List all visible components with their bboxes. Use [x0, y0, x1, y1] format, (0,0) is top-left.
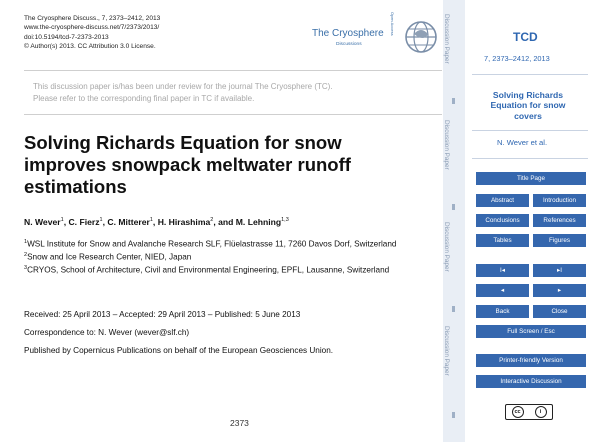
panel-divider: [472, 130, 588, 131]
author-sep: ,: [152, 217, 158, 227]
page-number: 2373: [230, 418, 249, 428]
next-page-button[interactable]: ▸: [533, 284, 586, 297]
title-line-3: estimations: [24, 176, 127, 197]
author: N. Wever: [24, 217, 61, 227]
review-notice-line1: This discussion paper is/has been under review for the journal The Cryosphere (TC).: [33, 82, 333, 91]
author-aff: 1: [149, 217, 153, 224]
tables-button[interactable]: Tables: [476, 234, 529, 247]
affiliation: [24, 237, 434, 250]
author: M. Lehning: [235, 217, 282, 227]
globe-logo-icon: [404, 20, 438, 54]
cc-icon: cc: [512, 406, 524, 418]
title-line-1: Solving Richards Equation for snow: [24, 132, 342, 153]
last-page-button[interactable]: ▸I: [533, 264, 586, 277]
strip-label: Discussion Paper: [443, 222, 450, 272]
affiliation-text: Snow and Ice Research Center, NIED, Japan: [27, 252, 192, 262]
author-sep: ,: [63, 217, 69, 227]
citation-block: [24, 14, 160, 52]
author-aff: 1: [99, 217, 103, 224]
interactive-discussion-button[interactable]: Interactive Discussion: [476, 375, 586, 388]
affiliation-list: [24, 237, 434, 276]
references-button[interactable]: References: [533, 214, 586, 227]
cc-license-badge[interactable]: [505, 404, 553, 420]
affiliation-num: 2: [24, 252, 28, 259]
fullscreen-button[interactable]: Full Screen / Esc: [476, 325, 586, 338]
journal-name: The Cryosphere: [312, 28, 384, 39]
abstract-button[interactable]: Abstract: [476, 194, 529, 207]
panel-ref: 7, 2373–2412, 2013: [484, 54, 550, 63]
strip-separator: [452, 306, 455, 312]
title-line-2: improves snowpack meltwater runoff: [24, 154, 351, 175]
strip-label: Discussion Paper: [443, 120, 450, 170]
panel-divider: [472, 74, 588, 75]
header-divider: [24, 70, 442, 71]
figures-button[interactable]: Figures: [533, 234, 586, 247]
open-access-label: Open Access: [390, 12, 395, 36]
affiliation-num: 3: [24, 265, 28, 272]
discussion-paper-strip: [443, 0, 465, 442]
panel-title: Solving Richards Equation for snow covers: [490, 90, 566, 121]
strip-label: Discussion Paper: [443, 326, 450, 376]
author: C. Mitterer: [107, 217, 150, 227]
publisher-line: Published by Copernicus Publications on behalf of the European Geosciences Union.: [24, 346, 334, 355]
url-line[interactable]: www.the-cryosphere-discuss.net/7/2373/2013/: [24, 24, 160, 32]
strip-label: Discussion Paper: [443, 14, 450, 64]
dates-line: Received: 25 April 2013 – Accepted: 29 April 2013 – Published: 5 June 2013: [24, 310, 301, 319]
affiliation-num: 1: [24, 239, 28, 245]
title-page-button[interactable]: Title Page: [476, 172, 586, 185]
strip-separator: [452, 204, 455, 210]
review-notice-line2: Please refer to the corresponding final paper in TC if available.: [33, 94, 255, 103]
author-sep: ,: [102, 217, 108, 227]
affiliation: [24, 250, 434, 263]
back-button[interactable]: Back: [476, 305, 529, 318]
review-notice: [33, 81, 333, 105]
affiliation-text: WSL Institute for Snow and Avalanche Research SLF, Flüelastrasse 11, 7260 Davos Dorf, Switzerland: [27, 239, 397, 249]
paper-title: [24, 132, 444, 198]
notice-divider: [24, 114, 442, 115]
panel-divider: [472, 158, 588, 159]
panel-journal-abbr: TCD: [513, 30, 538, 44]
author: C. Fierz: [68, 217, 100, 227]
introduction-button[interactable]: Introduction: [533, 194, 586, 207]
author-list: [24, 217, 289, 227]
author-aff: 2: [210, 217, 214, 224]
doi-line[interactable]: doi:10.5194/tcd-7-2373-2013: [24, 33, 109, 41]
conclusions-button[interactable]: Conclusions: [476, 214, 529, 227]
affiliation-text: CRYOS, School of Architecture, Civil and Environmental Engineering, EPFL, Lausanne, Switzerland: [27, 266, 390, 276]
journal-sub: Discussions: [336, 42, 362, 47]
author-sep: , and: [213, 217, 236, 227]
attribution-icon: i: [535, 406, 547, 418]
previous-page-button[interactable]: ◂: [476, 284, 529, 297]
affiliation: [24, 263, 434, 276]
strip-separator: [452, 98, 455, 104]
printer-friendly-button[interactable]: Printer-friendly Version: [476, 354, 586, 367]
panel-authors: N. Wever et al.: [497, 138, 548, 147]
license-line[interactable]: © Author(s) 2013. CC Attribution 3.0 License.: [24, 43, 156, 51]
correspondence-line[interactable]: Correspondence to: N. Wever (wever@slf.ch): [24, 328, 190, 337]
strip-separator: [452, 412, 455, 418]
author-aff: 1,3: [281, 217, 289, 224]
author-aff: 1: [60, 217, 64, 224]
first-page-button[interactable]: I◂: [476, 264, 529, 277]
close-button[interactable]: Close: [533, 305, 586, 318]
citation-line: The Cryosphere Discuss., 7, 2373–2412, 2013: [24, 15, 161, 22]
author: H. Hirashima: [157, 217, 211, 227]
